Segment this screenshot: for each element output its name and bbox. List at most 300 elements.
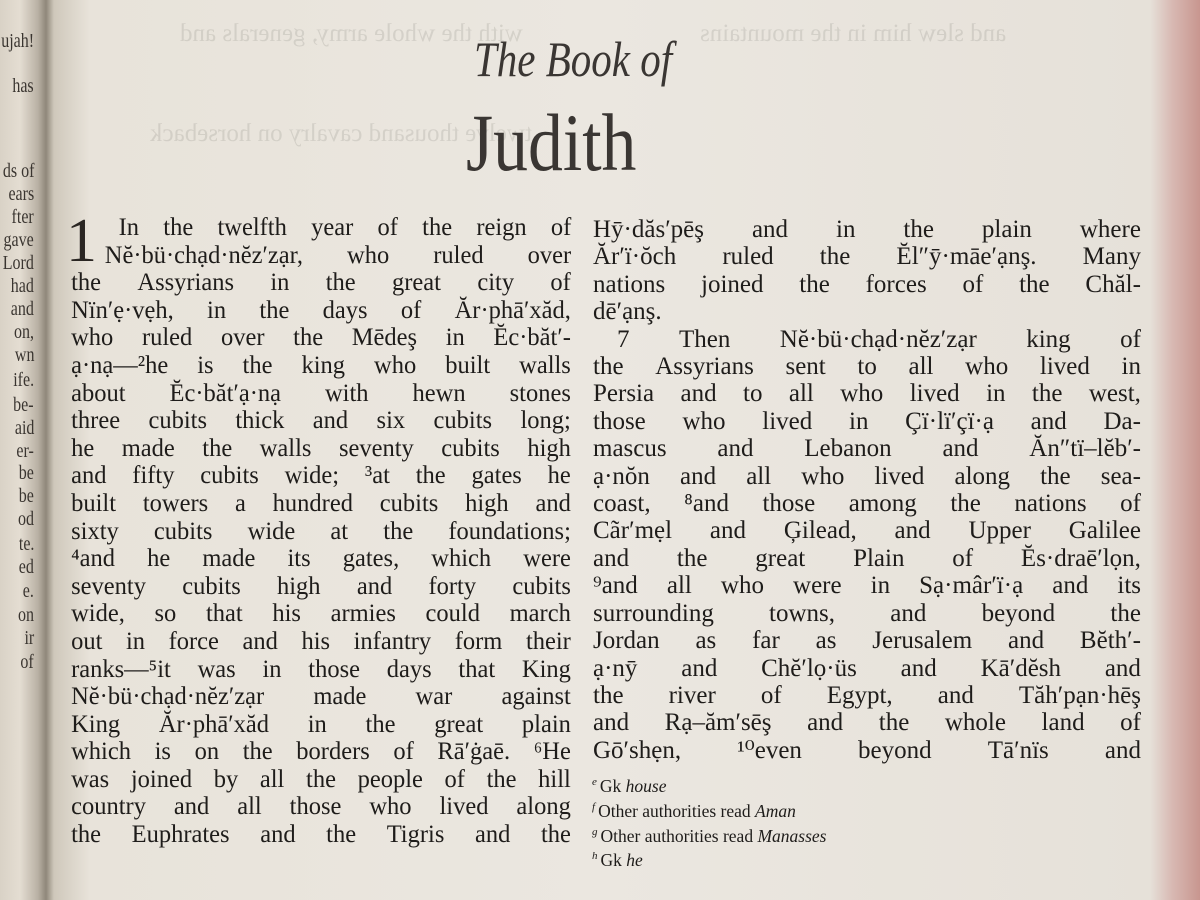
- word: march: [509, 600, 571, 628]
- text-line: [71, 545, 571, 573]
- margin-fragment: er-: [16, 440, 34, 462]
- word: Tā′nïs: [987, 736, 1049, 764]
- footnote: [592, 846, 826, 871]
- word: and: [900, 654, 937, 682]
- word: Plain: [853, 544, 905, 572]
- word: Ĕs·draē′lọn,: [1020, 544, 1141, 572]
- word: great: [434, 710, 484, 738]
- word: in: [270, 269, 290, 297]
- word: sent: [785, 353, 826, 381]
- word: and: [312, 407, 349, 435]
- margin-fragment: ds of: [2, 160, 34, 182]
- word: Çï·lï′çï·ạ: [905, 407, 994, 435]
- word: the: [486, 765, 517, 793]
- word: and: [71, 462, 107, 490]
- word: high: [527, 434, 571, 462]
- word: long;: [520, 407, 571, 435]
- margin-fragment: wn: [14, 344, 34, 366]
- word: who: [801, 462, 845, 490]
- word: wide: [247, 517, 296, 545]
- word: nations: [593, 270, 666, 298]
- margin-fragment: ife.: [13, 369, 34, 391]
- word: people: [357, 765, 423, 793]
- word: Mēdeş: [351, 324, 418, 352]
- word: all: [666, 572, 692, 600]
- word: so: [154, 600, 177, 628]
- margin-fragment: and: [10, 298, 34, 320]
- word: in: [262, 655, 282, 683]
- word: its: [287, 545, 311, 573]
- margin-fragment: be: [18, 485, 34, 507]
- word: of: [393, 738, 414, 766]
- word: twelfth: [217, 214, 287, 241]
- word: wide,: [71, 600, 125, 628]
- word: coast,: [593, 490, 651, 518]
- word: made: [121, 434, 175, 462]
- word: lived: [762, 407, 813, 435]
- word: Cãr′mẹl: [593, 517, 673, 545]
- word: seventy: [338, 434, 414, 462]
- word: and: [1030, 407, 1067, 435]
- word: among: [848, 490, 917, 518]
- word: Kā′dĕsh: [980, 654, 1062, 682]
- word: cubits: [379, 489, 439, 517]
- word: where: [1079, 216, 1141, 243]
- word: were: [523, 545, 571, 573]
- word: could: [425, 600, 480, 628]
- word: on: [194, 738, 220, 766]
- text-line: [71, 435, 571, 463]
- word: joined: [130, 765, 193, 793]
- word: the: [71, 269, 102, 297]
- text-line: [593, 216, 1141, 243]
- text-line: [593, 271, 1141, 298]
- word: and: [260, 821, 296, 849]
- footnotes: [592, 772, 826, 871]
- word: the: [593, 353, 624, 381]
- footnote-text: Gk: [600, 850, 627, 871]
- word: beyond: [981, 599, 1056, 627]
- text-line: [593, 463, 1141, 490]
- word: and: [894, 517, 931, 545]
- word: Ăr′ï·ŏch: [593, 243, 677, 271]
- word: form: [454, 627, 503, 655]
- margin-fragment: fter: [11, 206, 34, 228]
- word: his: [301, 627, 331, 655]
- word: is: [154, 738, 171, 766]
- word: and: [681, 654, 718, 682]
- word: Ĕl″ȳ·māe′ạnş.: [896, 243, 1037, 271]
- word: he: [147, 545, 171, 573]
- word: infantry: [353, 627, 432, 655]
- margin-fragment: gave: [3, 229, 34, 251]
- word: Ăr·phā′xăd: [158, 710, 269, 738]
- word: against: [501, 683, 571, 711]
- margin-fragment: ir: [24, 627, 34, 649]
- word: Many: [1082, 243, 1141, 271]
- word: who: [71, 324, 114, 352]
- text-line: [71, 462, 571, 490]
- word: is: [197, 351, 214, 379]
- word: the: [326, 821, 357, 849]
- word: the: [950, 490, 981, 518]
- word: who: [374, 351, 417, 379]
- word: Jordan: [593, 627, 660, 655]
- word: its: [1117, 572, 1141, 600]
- word: cubits: [512, 572, 571, 600]
- word: the: [903, 216, 934, 243]
- word: all: [259, 765, 285, 793]
- word: sea-: [1100, 462, 1141, 490]
- word: ⁶He: [533, 738, 571, 766]
- text-line: [71, 518, 571, 546]
- word: gates: [471, 462, 522, 490]
- word: his: [272, 600, 301, 628]
- word: the: [1040, 462, 1071, 490]
- word: and: [356, 572, 393, 600]
- word: the: [383, 517, 414, 545]
- word: Ģilead,: [783, 517, 857, 545]
- word: cubits: [148, 407, 207, 435]
- margin-fragment: of: [20, 651, 34, 673]
- word: seventy: [71, 572, 146, 600]
- text-line: [71, 352, 571, 380]
- word: 7: [617, 325, 630, 353]
- word: which: [431, 545, 492, 573]
- word: all: [237, 793, 262, 821]
- text-line: [71, 711, 571, 739]
- text-line: [593, 627, 1141, 654]
- word: ⁸and: [684, 490, 729, 518]
- word: in: [849, 407, 869, 435]
- word: the: [163, 214, 194, 241]
- text-line: [71, 656, 571, 684]
- word: days: [386, 655, 432, 683]
- word: the: [306, 765, 336, 793]
- word: over: [527, 241, 572, 269]
- word: Assyrians: [655, 353, 754, 381]
- word: west,: [1088, 380, 1141, 408]
- word: Ăn″tï–lĕb′-: [1029, 435, 1141, 463]
- word: ruled: [433, 241, 484, 269]
- word: days: [322, 296, 368, 324]
- book-title: Judith: [466, 97, 637, 188]
- word: was: [71, 765, 110, 793]
- word: Rā′ġaē.: [437, 738, 511, 766]
- word: lived: [909, 380, 960, 408]
- word: and: [1008, 627, 1045, 655]
- text-line: [593, 408, 1141, 435]
- word: was: [197, 655, 236, 683]
- word: Ĕc·băt′-: [493, 324, 571, 352]
- text-line: [105, 242, 571, 270]
- text-line: [593, 709, 1141, 736]
- word: ruled: [141, 324, 193, 352]
- word: and: [937, 681, 974, 709]
- margin-fragment: be: [18, 462, 34, 484]
- word: were: [793, 572, 842, 600]
- word: the: [878, 709, 910, 737]
- word: force: [168, 627, 219, 655]
- word: which: [71, 738, 131, 766]
- word: Nĕ·bü·chạd·nĕz′zạr: [71, 683, 265, 711]
- word: towers: [142, 489, 209, 517]
- margin-fragment: Lord: [2, 252, 34, 274]
- word: the: [415, 462, 446, 490]
- margin-fragment: had: [10, 275, 34, 297]
- text-line: [71, 407, 571, 435]
- word: Assyrians: [137, 269, 235, 297]
- word: forces: [865, 270, 927, 298]
- word: about: [71, 379, 126, 407]
- word: the: [71, 821, 102, 849]
- word: Sạ·mâr′ï·ạ: [919, 572, 1024, 600]
- text-line: [71, 738, 571, 766]
- word: Ăr·phā′xăd,: [454, 296, 571, 324]
- word: whole: [944, 709, 1006, 737]
- text-line: [593, 655, 1141, 682]
- word: of: [952, 544, 974, 572]
- word: towns,: [769, 599, 836, 627]
- word: the: [1031, 380, 1063, 408]
- word: surrounding: [593, 599, 714, 627]
- book-title-prefix: The Book of: [474, 31, 673, 87]
- word: and: [680, 380, 717, 408]
- word: Euphrates: [131, 821, 230, 849]
- word: borders: [296, 738, 370, 766]
- margin-fragment: od: [18, 508, 34, 530]
- footnote-italic: he: [626, 850, 643, 871]
- word: over: [220, 324, 265, 352]
- word: the: [422, 214, 453, 241]
- word: who: [840, 380, 884, 408]
- left-column: [66, 214, 576, 849]
- word: of: [444, 765, 465, 793]
- text-line: [119, 214, 572, 242]
- margin-fragment: ujah!: [1, 30, 34, 52]
- word: the: [325, 269, 356, 297]
- word: who: [347, 241, 390, 269]
- word: Nĕ·bü·chạd·nĕz′zạr,: [104, 241, 303, 269]
- word: made: [202, 545, 256, 573]
- word: the: [593, 681, 624, 709]
- footnote: [592, 822, 826, 847]
- word: and: [173, 793, 210, 821]
- word: the: [365, 710, 396, 738]
- footnote-text: Gk: [599, 775, 626, 796]
- word: great: [392, 269, 441, 297]
- word: walls: [519, 351, 571, 379]
- word: high: [276, 572, 321, 600]
- text-line: [593, 545, 1141, 572]
- word: of: [1120, 325, 1141, 353]
- word: wide;: [284, 462, 340, 490]
- word: ạ·nȳ: [593, 654, 638, 682]
- word: in: [207, 296, 227, 324]
- word: of: [377, 214, 398, 241]
- word: of: [962, 270, 984, 298]
- word: and: [535, 489, 571, 517]
- word: fifty: [132, 462, 175, 490]
- word: built: [71, 489, 117, 517]
- word: ranks—⁵it: [71, 655, 171, 683]
- word: mascus: [593, 435, 667, 463]
- word: in: [307, 710, 327, 738]
- word: of: [1120, 490, 1141, 518]
- word: cubits: [441, 434, 500, 462]
- word: ⁴and: [71, 545, 116, 573]
- text-line: [71, 380, 571, 408]
- word: Tigris: [386, 821, 445, 849]
- word: Persia: [593, 380, 655, 408]
- word: stones: [509, 379, 571, 407]
- word: he: [547, 462, 571, 490]
- word: Ĕc·băt′ạ·nạ: [169, 379, 281, 407]
- word: the: [1110, 599, 1141, 627]
- word: sixty: [71, 517, 119, 545]
- word: walls: [259, 434, 312, 462]
- word: as: [695, 627, 717, 655]
- word: in: [1121, 353, 1141, 381]
- word: lived: [874, 462, 925, 490]
- word: lived: [439, 793, 489, 821]
- word: hewn: [412, 379, 466, 407]
- footnote-marker: g: [592, 825, 598, 838]
- word: lived: [1039, 353, 1090, 381]
- word: the: [1019, 270, 1050, 298]
- margin-fragment: te.: [18, 533, 34, 555]
- text-line: [71, 297, 571, 325]
- word: along: [516, 793, 571, 821]
- word: Nĕ·bü·chạd·nĕz′zạr: [779, 325, 977, 353]
- word: city: [477, 269, 515, 297]
- word: and: [680, 462, 717, 490]
- word: all: [746, 462, 772, 490]
- word: great: [755, 544, 806, 572]
- word: Tăh′pạn·hēş: [1018, 681, 1141, 709]
- word: King: [71, 710, 121, 738]
- word: nations: [1014, 490, 1087, 518]
- word: king: [1026, 325, 1071, 353]
- word: with: [324, 379, 369, 407]
- word: built: [445, 351, 491, 379]
- word: land: [1041, 709, 1085, 737]
- word: ạ·nŏn: [593, 462, 650, 490]
- text-line: [71, 490, 571, 518]
- word: six: [376, 407, 406, 435]
- word: the: [259, 296, 290, 324]
- text-line: [593, 490, 1141, 517]
- word: and: [942, 435, 979, 463]
- word: Jerusalem: [872, 627, 973, 655]
- word: along: [954, 462, 1011, 490]
- text-line: [71, 766, 571, 794]
- word: the: [540, 821, 571, 849]
- word: Gō′shẹn,: [593, 736, 682, 764]
- text-line: [71, 628, 571, 656]
- word: cubits: [153, 517, 213, 545]
- word: and: [807, 709, 844, 737]
- text-line: [71, 269, 571, 297]
- word: Rạ–ăm′sēş: [664, 709, 772, 737]
- word: of: [1120, 709, 1141, 737]
- margin-fragment: has: [12, 75, 34, 97]
- word: thick: [235, 407, 285, 435]
- margin-fragment: aid: [14, 417, 34, 439]
- word: made: [313, 683, 367, 711]
- margin-fragment: on: [18, 604, 34, 626]
- word: Nïn′ẹ·vẹh,: [71, 296, 174, 324]
- word: Lebanon: [804, 435, 892, 463]
- word: to: [857, 353, 877, 381]
- word: that: [458, 655, 496, 683]
- text-line: [593, 435, 1141, 462]
- word: and: [709, 517, 746, 545]
- word: cubits: [200, 462, 259, 490]
- word: as: [815, 627, 837, 655]
- word: high: [465, 489, 509, 517]
- text-line: [71, 793, 571, 821]
- word: and: [242, 627, 278, 655]
- word: country: [71, 793, 146, 821]
- word: Chĕ′lọ·üs: [761, 654, 857, 682]
- word: reign: [476, 214, 527, 241]
- word: Upper: [968, 517, 1031, 545]
- word: gates,: [342, 545, 400, 573]
- word: those: [593, 407, 646, 435]
- text-line: [593, 298, 1141, 325]
- word: Da-: [1103, 407, 1141, 435]
- word: in: [986, 380, 1006, 408]
- text-line: [593, 572, 1141, 599]
- word: their: [525, 627, 571, 655]
- word: plain: [521, 710, 571, 738]
- word: at: [330, 517, 349, 545]
- text-line: [593, 353, 1141, 380]
- margin-fragment: e.: [22, 580, 34, 602]
- word: who: [965, 353, 1009, 381]
- footnote-marker: f: [592, 800, 596, 813]
- word: war: [415, 683, 453, 711]
- text-line: [593, 517, 1141, 544]
- text-line: [71, 821, 571, 849]
- word: in: [870, 572, 891, 600]
- word: who: [682, 407, 726, 435]
- word: and: [717, 435, 754, 463]
- word: of: [400, 296, 422, 324]
- word: and: [1104, 736, 1141, 764]
- word: cubits: [182, 572, 241, 600]
- word: ³at: [364, 462, 390, 490]
- word: those: [308, 655, 360, 683]
- word: the: [293, 324, 324, 352]
- word: Galilee: [1068, 517, 1141, 545]
- footnote-italic: house: [625, 775, 667, 796]
- footnote-text: Other authorities read: [600, 825, 758, 846]
- footnote-marker: e: [592, 776, 597, 788]
- word: and: [890, 599, 927, 627]
- text-line: [593, 737, 1141, 764]
- word: and: [751, 216, 789, 243]
- word: plain: [981, 216, 1032, 243]
- word: to: [743, 380, 763, 408]
- word: out: [71, 627, 103, 655]
- word: a: [234, 489, 246, 517]
- word: far: [752, 627, 780, 655]
- word: ruled: [722, 243, 774, 271]
- word: the: [799, 270, 830, 298]
- text-line: [71, 683, 571, 711]
